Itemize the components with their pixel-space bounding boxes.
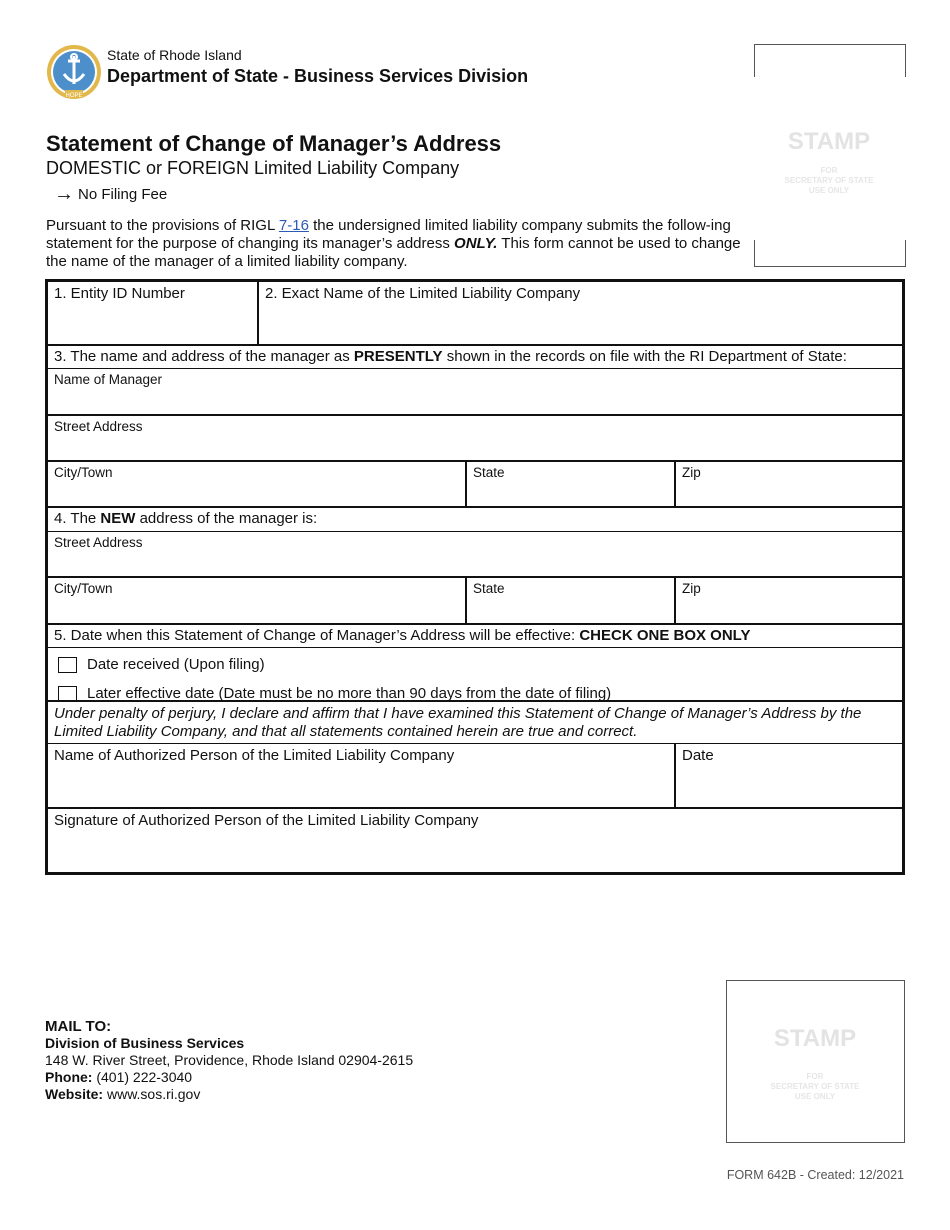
upon-filing-label: Date received (Upon filing): [87, 656, 265, 673]
stamp-area-bottom: [726, 980, 905, 1143]
new-city-field[interactable]: City/Town: [54, 581, 113, 596]
declaration-text: Under penalty of perjury, I declare and affirm that I have examined this Statement of Change of Manager’s Address by the Limited Liability Company, and that all statements contained herein are true and correct.: [54, 705, 862, 740]
row-declaration: [48, 702, 902, 744]
llc-name-field[interactable]: 2. Exact Name of the Limited Liability Company: [257, 282, 902, 344]
form-table: [45, 279, 905, 875]
rhode-island-seal-icon: [46, 44, 102, 100]
manager-name-field[interactable]: Name of Manager: [54, 372, 163, 387]
mail-address: 148 W. River Street, Providence, Rhode Island 02904-2615: [45, 1052, 414, 1068]
date-field[interactable]: Date: [674, 744, 902, 807]
upon-filing-checkbox[interactable]: [58, 657, 77, 673]
new-zip-field[interactable]: Zip: [674, 578, 902, 623]
row-signature: [48, 809, 902, 872]
section-4-header: 4. The NEW address of the manager is:: [48, 508, 902, 532]
rigl-link[interactable]: 7-16: [278, 217, 309, 234]
new-state-field[interactable]: State: [465, 578, 674, 623]
stamp-area-top: [754, 44, 904, 267]
later-date-label: Later effective date (Date must be no more than 90 days from the date of filing): [87, 685, 612, 702]
section-3-header: 3. The name and address of the manager as PRESENTLY shown in the records on file with the RI Department of State:: [48, 346, 902, 369]
form-footer: FORM 642B - Created: 12/2021: [726, 1168, 904, 1182]
present-city-field[interactable]: City/Town: [54, 465, 113, 480]
department-name: Department of State - Business Services Division: [107, 66, 529, 86]
row-entity: [48, 282, 902, 346]
row-new-street: [48, 532, 902, 578]
mail-division: Division of Business Services: [45, 1035, 245, 1051]
authorized-name-field[interactable]: Name of Authorized Person of the Limited Liability Company: [54, 747, 455, 764]
stamp-title: STAMP: [773, 1025, 857, 1052]
stamp-sub2: SECRETARY OF STATE: [784, 176, 874, 185]
row-manager-name: [48, 369, 902, 416]
filing-fee-text: No Filing Fee: [78, 186, 168, 203]
form-title: Statement of Change of Manager’s Address: [46, 131, 502, 156]
state-name: State of Rhode Island: [107, 47, 242, 63]
stamp-sub1: FOR: [820, 166, 838, 175]
present-street-field[interactable]: Street Address: [54, 419, 143, 434]
later-date-input[interactable]: [615, 686, 847, 701]
svg-text:HOPE: HOPE: [65, 93, 83, 99]
arrow-right-icon: →: [54, 183, 74, 205]
option-upon-filing: [48, 650, 902, 679]
new-street-field[interactable]: Street Address: [54, 535, 143, 550]
stamp-sub2: SECRETARY OF STATE: [770, 1082, 860, 1091]
mail-heading: MAIL TO:: [45, 1018, 112, 1035]
present-zip-field[interactable]: Zip: [674, 462, 902, 506]
row-effective-date: [48, 648, 902, 702]
later-date-checkbox[interactable]: [58, 686, 77, 702]
stamp-sub3: USE ONLY: [808, 186, 850, 195]
stamp-title: STAMP: [787, 128, 871, 155]
row-authorized-name: [48, 744, 902, 809]
present-state-field[interactable]: State: [465, 462, 674, 506]
mail-to-block: [45, 1018, 413, 1103]
stamp-sub3: USE ONLY: [794, 1092, 836, 1101]
filing-fee: [54, 183, 168, 205]
row-new-city: [48, 578, 902, 625]
row-city: [48, 462, 902, 508]
mail-website: Website: www.sos.ri.gov: [45, 1086, 201, 1102]
form-subtitle: DOMESTIC or FOREIGN Limited Liability Company: [46, 158, 460, 178]
intro-paragraph: Pursuant to the provisions of RIGL 7-16 the undersigned limited liability company submits the follow-ing statement for the purpose of changing its manager’s address ONLY. This form cannot be used to change the name of the manager of a limited liability company.: [46, 217, 741, 270]
entity-id-field[interactable]: 1. Entity ID Number: [54, 285, 185, 302]
signature-field[interactable]: Signature of Authorized Person of the Limited Liability Company: [54, 812, 479, 829]
row-street: [48, 416, 902, 462]
mail-phone: Phone: (401) 222-3040: [45, 1069, 193, 1085]
stamp-sub1: FOR: [806, 1072, 824, 1081]
section-5-header: 5. Date when this Statement of Change of Manager’s Address will be effective: CHECK ONE BOX ONLY: [48, 625, 902, 648]
